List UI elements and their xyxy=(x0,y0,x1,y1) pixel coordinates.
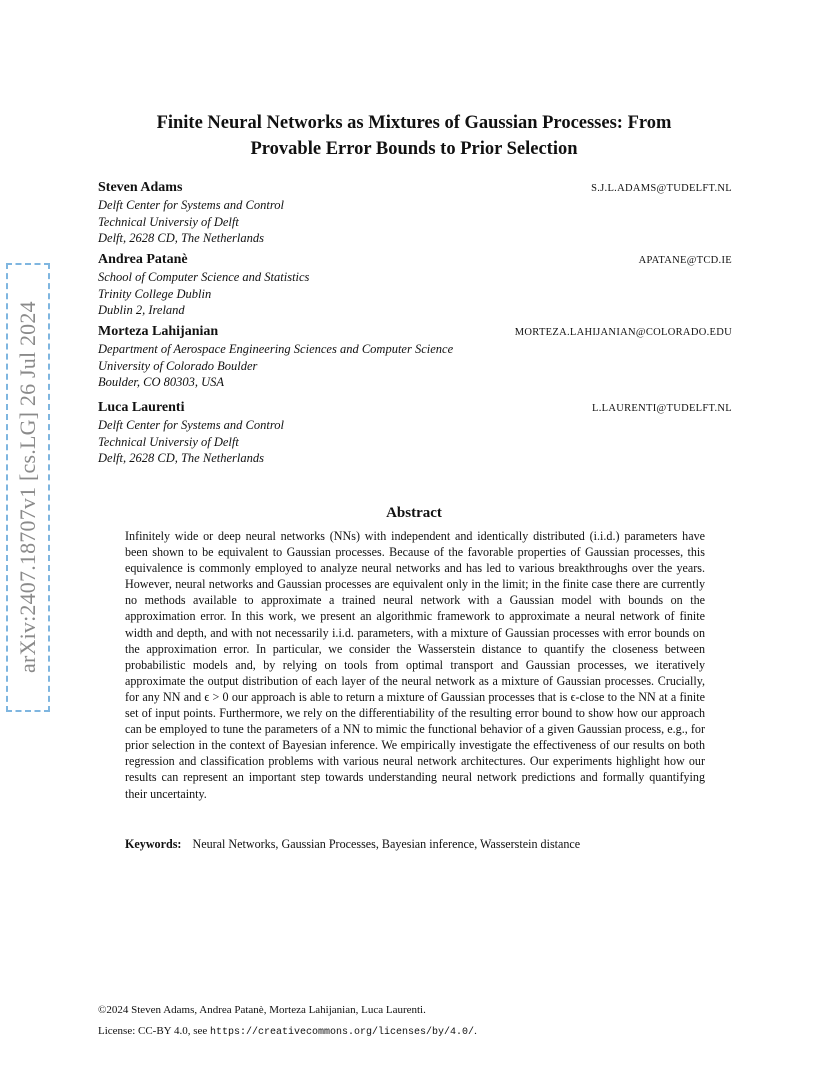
paper-title xyxy=(90,110,738,162)
author-block-4 xyxy=(98,400,732,467)
author-block-2 xyxy=(98,252,732,319)
title-line-2: Provable Error Bounds to Prior Selection xyxy=(250,139,578,159)
author-name: Andrea Patanè xyxy=(98,252,188,267)
affiliation-line: Boulder, CO 80303, USA xyxy=(98,375,225,389)
author-email[interactable]: S.J.L.ADAMS@TUDELFT.NL xyxy=(591,183,732,194)
keywords-text: Neural Networks, Gaussian Processes, Bayesian inference, Wasserstein distance xyxy=(192,837,581,851)
author-affiliation xyxy=(98,417,732,467)
author-name: Luca Laurenti xyxy=(98,400,185,415)
affiliation-line: Delft Center for Systems and Control xyxy=(98,418,284,432)
affiliation-line: Technical Universiy of Delft xyxy=(98,214,239,229)
arxiv-identifier-stamp[interactable] xyxy=(8,265,48,710)
author-affiliation xyxy=(98,341,732,391)
affiliation-line: Delft, 2628 CD, The Netherlands xyxy=(98,231,264,245)
license-suffix: . xyxy=(474,1025,477,1037)
affiliation-line: Trinity College Dublin xyxy=(98,286,212,301)
author-email[interactable]: MORTEZA.LAHIJANIAN@COLORADO.EDU xyxy=(514,327,732,338)
affiliation-line: Department of Aerospace Engineering Sciences and Computer Science xyxy=(98,342,454,356)
author-name: Morteza Lahijanian xyxy=(98,324,219,339)
keywords-label: Keywords: xyxy=(125,837,182,851)
affiliation-line: University of Colorado Boulder xyxy=(98,358,258,373)
license-link[interactable]: https://creativecommons.org/licenses/by/4.0/ xyxy=(210,1027,475,1038)
license-prefix: License: CC-BY 4.0, see xyxy=(98,1025,211,1037)
arxiv-id-text: arXiv:2407.18707v1 [cs.LG] 26 Jul 2024 xyxy=(15,301,40,674)
author-block-3 xyxy=(98,324,732,391)
author-email[interactable]: APATANE@TCD.IE xyxy=(638,255,732,266)
author-affiliation xyxy=(98,197,732,247)
affiliation-line: Dublin 2, Ireland xyxy=(98,303,185,317)
author-block-1 xyxy=(98,180,732,247)
title-line-1: Finite Neural Networks as Mixtures of Gaussian Processes: From xyxy=(156,113,672,133)
abstract-text: Infinitely wide or deep neural networks (NNs) with independent and identically distributed (i.i.d.) parameters have been shown to be equivalent to Gaussian processes. Because of the favorable properties of Gaussian processes, this equivalence is commonly employed to analyze neural networks and has led to various breakthroughs over the years. However, neural networks and Gaussian processes are equivalent only in the limit; in the finite case there are currently no methods available to approximate a trained neural network with a Gaussian model with bounds on the approximation error. In this work, we present an algorithmic framework to approximate a neural network of finite width and depth, and with not necessarily i.i.d. parameters, with a mixture of Gaussian processes with error bounds on the approximation error. In particular, we consider the Wasserstein distance to quantify the closeness between probabilistic models and, by relying on tools from optimal transport and Gaussian processes, we iteratively approximate the output distribution of each layer of the neural network as a mixture of Gaussian processes. Crucially, for any NN and ϵ > 0 our approach is able to return a mixture of Gaussian processes that is ϵ-close to the NN at a finite set of input points. Furthermore, we rely on the differentiability of the resulting error bound to show how our approach can be employed to tune the parameters of a NN to mimic the functional behavior of a given Gaussian process, e.g., for prior selection in the context of Bayesian inference. We empirically investigate the effectiveness of our results on both regression and classification problems with various neural network architectures. Our experiments highlight how our results can represent an important step towards understanding neural network predictions and formally quantifying their uncertainty. xyxy=(125,529,705,801)
affiliation-line: Delft Center for Systems and Control xyxy=(98,198,284,212)
copyright-notice: ©2024 Steven Adams, Andrea Patanè, Morteza Lahijanian, Luca Laurenti. xyxy=(98,1004,426,1016)
keywords-line xyxy=(125,837,705,852)
affiliation-line: Delft, 2628 CD, The Netherlands xyxy=(98,451,264,465)
author-affiliation xyxy=(98,269,732,319)
license-notice xyxy=(98,1025,738,1038)
author-name: Steven Adams xyxy=(98,180,183,195)
affiliation-line: School of Computer Science and Statistics xyxy=(98,270,310,284)
author-email[interactable]: L.LAURENTI@TUDELFT.NL xyxy=(591,403,732,414)
affiliation-line: Technical Universiy of Delft xyxy=(98,434,239,449)
abstract-heading: Abstract xyxy=(386,505,442,521)
